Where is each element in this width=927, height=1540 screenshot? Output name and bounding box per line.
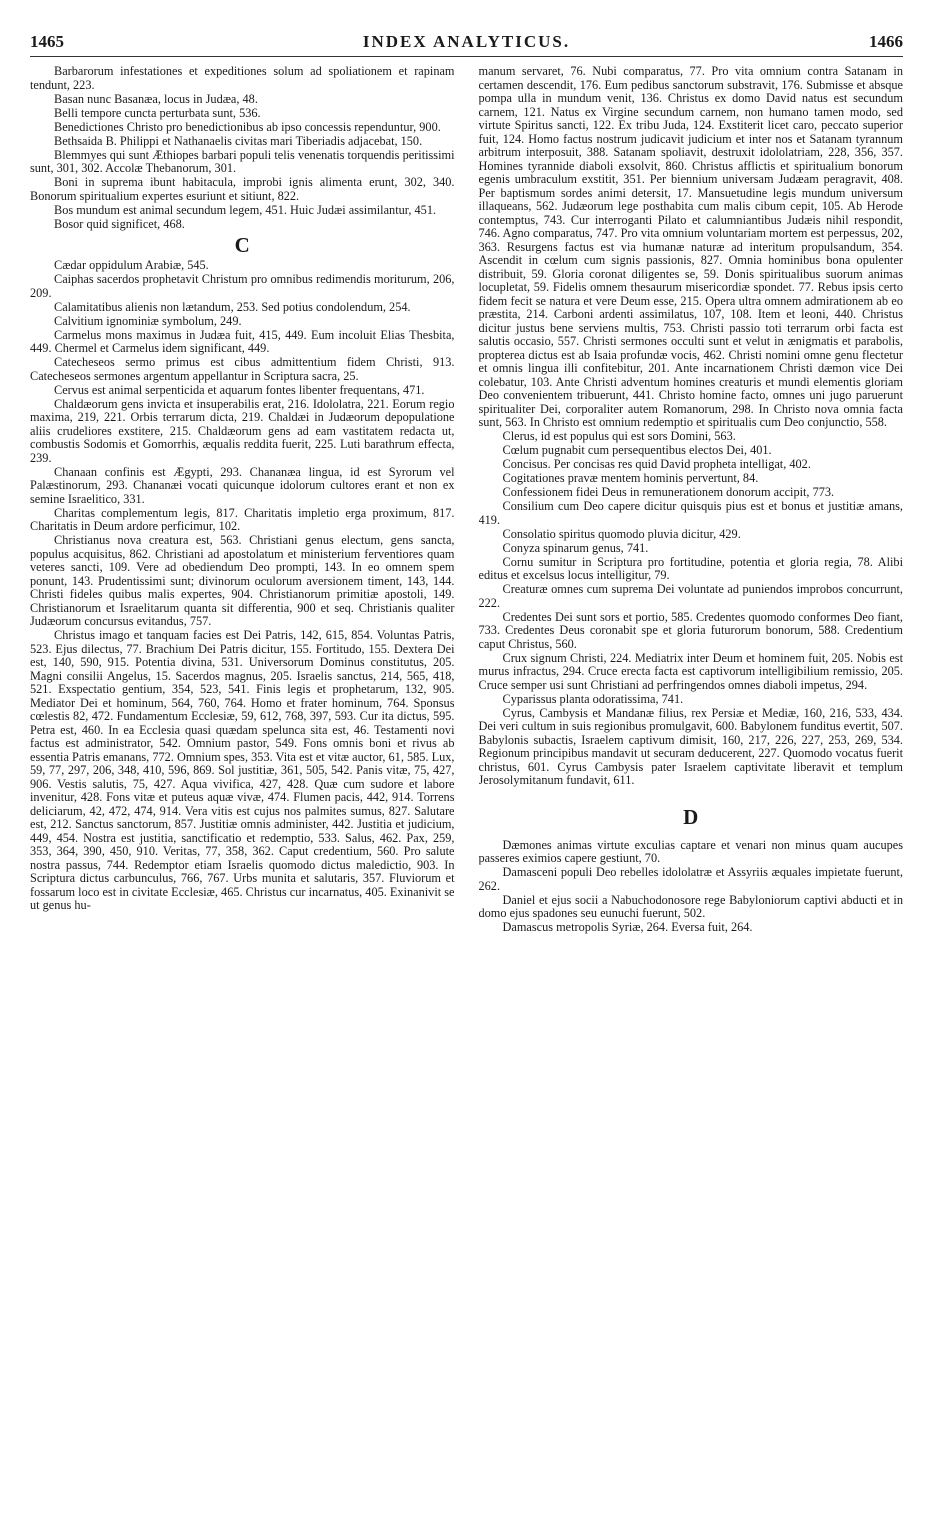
index-entry: Cædar oppidulum Arabiæ, 545. [54,258,209,272]
index-entry: Daniel et ejus socii a Nabuchodonosore rege Babyloniorum captivi abducti et in domo ejus spadones seu eunuchi fuerunt, 502. [478,892,903,920]
index-entry: Barbarorum infestationes et expeditiones solum ad spoliationem et rapinam tendunt, 223. [30,65,455,92]
index-entry: Bos mundum est animal secundum legem, 451. Huic Judæi assimilantur, 451. [54,202,437,217]
section-heading-d: D [683,804,699,829]
running-title: INDEX ANALYTICUS. [362,32,571,51]
index-entry: Christianus nova creatura est, 563. Christiani genus electum, gens sancta, populus acquisitus, 862. Christiani ad apostolatum et ministerium ferventiores quam veteres sancti, 109. Vere ad obediendum Deo prompti, 143. In eo omnem spem ponunt, 143. Prudentissimi sunt; divinorum oculorum aversionem timent, 143, 144. Christi fideles quibus malis expertes, 904. Christianorum primitiæ apostoli, 149. Christianorum et Israelitarum quanta sit differentia, 900 et seq. Christianis qualiter Judæorum concursus evitandus, 757. [30,533,455,628]
index-entry: Cornu sumitur in Scriptura pro fortitudine, potentia et gloria regia, 78. Alibi editus et excelsus locus intelligitur, 79. [478,554,903,582]
index-entry-continued: manum servaret, 76. Nubi comparatus, 77. Pro vita omnium contra Satanam in certamen descendit, 176. Eum pedibus sanctorum substravit, 176. Submisse et absque pompa ulla in mundum venit, 136. Christus ex domo David natus est secundum carnem, 121. Natus ex Virgine secundum carnem, non humano tamen modo, sed virtute Spiritus sancti, 122. Ex tribu Juda, 124. Exstiterit licet caro, peccato superior fuit, 124. Homo factus nostrum judicavit judicium et inter nos et Satanam tyrannum arbitrum interposuit, 388. Satanam spoliavit, destruxit idololatriam, 228, 356, 357. Homines tyrannide diaboli exsolvit, 860. Christus afflictis et spiritualium bonorum egenis umbraculum exstitit, 351. Per biennium universam Judæam peragravit, 408. Per baptismum sordes animi detersit, 17. Mansuetudine legis mundum universum illaqueans, 562. Judæorum lege posthabita cum malis cibum cepit, 105. Ab Herode contemptus, 743. Cur interroganti Pilato et calumniantibus Judæis nihil respondit, 746. Agno comparatus, 747. Pro vita omnium voluntariam mortem est perpessus, 202, 363. Resurgens factus est via humanæ naturæ ad interitum propulsandum, 354. Ascendit in cœlum cum signis passionis, 827. Omnia hominibus bona opulenter distribuit, 59. Gloria coronat diligentes se, 59. Donis spiritualibus suorum animas locupletat, 59. Fidelis omnem thesaurum misericordiæ spondet. 77. Rebus ipsis certo fidem fecit se natura et vere Deum esse, 215. Opera ultra omnem admirationem ab eo præstita, 214. Carboni ardenti assimilatus, 107, 108. Item et leoni, 440. Christus dicitur justus bene serviens multis, 753. Christi passio toti terrarum orbi facta est salutis occasio, 557. Christi sermones occulti sunt et velut in ænigmatis et parabolis, propterea dictus est ab Isaia profundæ vocis, 462. Christi nomini omne genu flectetur et omnis lingua illi confitebitur, 201. Ante incarnationem Christi dæmon vice Dei colebatur, 103. Ante Christi adventum homines creaturis et mundi elementis gloriam Deo convenientem tribuerunt, 441. Christo homine facto, omnes uni jugo paruerunt spiritualiter Dei, corporaliter autem Romanorum, 298. In Christo nova omnia facta sunt, 563. In Christo est omnium redemptio et spiritualis cum Deo conjunctio, 558. [478,65,903,429]
index-entry: Cervus est animal serpenticida et aquarum fontes libenter frequentans, 471. [54,382,425,397]
index-entry: Caiphas sacerdos prophetavit Christum pro omnibus redimendis moriturum, 206, 209. [30,272,455,300]
left-column [30,65,455,1537]
index-entry: Chanaan confinis est Ægypti, 293. Chananæa lingua, id est Syrorum vel Palæstinorum, 293. Chananæi vocati quicunque idolorum cultores erant et non ex semine Israelitico, 331. [30,464,455,506]
index-columns [30,65,903,1537]
index-entry: Christus imago et tanquam facies est Dei Patris, 142, 615, 854. Voluntas Patris, 523. Ejus dilectus, 77. Brachium Dei Patris dicitur, 155. Fortitudo, 155. Dextera Dei est, 140, 590, 915. Potentia divina, 531. Universorum Dominus constitutus, 205. Magni consilii Angelus, 15. Sacerdos magnus, 205. Israelis sanctus, 214, 565, 418, 521. Exspectatio gentium, 354, 523, 541. Finis legis et prophetarum, 132, 905. Mediator Dei et hominum, 564, 760, 764. Homo et frater hominum, 764. Sponsus cœlestis 82, 472. Fundamentum Ecclesiæ, 59, 612, 768, 397, 593. Cur ita dictus, 595. Petra est, 460. In ea Ecclesia quasi quædam spelunca sita est, 46. Testamenti novi factus est administrator, 542. Omnium pastor, 549. Fons omnis boni et rivus ab essentia Patris emanans, 772. Omnium spes, 353. Vita est et vitæ auctor, 61, 585. Lux, 59, 77, 297, 206, 348, 410, 596, 869. Sol justitiæ, 361, 505, 542. Panis vitæ, 75, 427, 906. Vestis salutis, 75, 427. Aqua vivifica, 427, 428. Quæ cum sudore et labore invenitur, 428. Fons vitæ et puteus aquæ vivæ, 474. Flumen pacis, 442, 914. Torrens deliciarum, 42, 472, 474, 914. Vera vitis est cujus nos palmites sumus, 827. Salutare est, 212. Sanctus sanctorum, 857. Justitiæ omnis administer, 442. Justitia et judicium, 449, 454. Nostra est justitia, sanctificatio et redemptio, 533. Salus, 462. Pax, 259, 353, 364, 390, 450, 910. Veritas, 77, 358, 362. Caput credentium, 560. Pro salute nostra passus, 744. Redemptor etiam Israelis quomodo dictus maledictio, 903. In Scriptura dictus carbunculus, 766, 767. Urbs munita et salutaris, 357. Fluviorum et fossarum loco est in civitate Ecclesiæ, 465. Christus cur incarnatus, 405. Exinanivit se ut genus hu- [30,628,455,912]
index-entry: Basan nunc Basanæa, locus in Judæa, 48. [54,91,258,106]
index-entry: Bosor quid significet, 468. [54,216,185,231]
index-entry: Conyza spinarum genus, 741. [502,540,649,555]
right-column [479,65,904,1537]
index-entry: Blemmyes qui sunt Æthiopes barbari populi telis venenatis torquendis peritissimi sunt, 301, 302. Accolæ Thebanorum, 301. [30,147,455,175]
index-entry: Creaturæ omnes cum suprema Dei voluntate ad puniendos improbos concurrunt, 222. [478,582,903,610]
index-entry: Cyrus, Cambysis et Mandanæ filius, rex Persiæ et Mediæ, 160, 216, 533, 434. Dei veri cultum in suis regionibus promulgavit, 600. Babylonem funditus evertit, 507. Babylonis subactis, Israelem captivum dimisit, 160, 217, 226, 227, 253, 269, 534. Regionum principibus mandavit ut securam deducerent, 227. Quomodo vocatus fuerit christus, 601. Cyrus Cambysis pater Israelem captivitate liberavit et templum Jerosolymitanum fundavit, 611. [478,705,903,787]
index-entry: Belli tempore cuncta perturbata sunt, 536. [54,105,261,120]
index-entry: Cogitationes pravæ mentem hominis pervertunt, 84. [502,471,759,485]
right-page-number: 1466 [869,32,903,51]
index-entry: Confessionem fidei Deus in remunerationem donorum accipit, 773. [502,485,835,499]
index-entry: Damasceni populi Deo rebelles idololatræ et Assyriis æquales impietate fuerunt, 262. [478,865,903,893]
index-entry: Chaldæorum gens invicta et insuperabilis erat, 216. Idololatra, 221. Eorum regio maxima, 219, 221. Orbis terrarum dicta, 219. Chaldæi in Judæorum depopulatione aliis crudeliores exstitere, 215. Chaldæorum gens ad eam vastitatem redacta ut, combustis Sodomis et Gomorrhis, æqualis reddita fuerit, 225. Luti barathrum effecta, 239. [30,396,455,465]
index-entry: Calamitatibus alienis non lætandum, 253. Sed potius condolendum, 254. [54,299,411,314]
index-entry: Credentes Dei sunt sors et portio, 585. Credentes quomodo conformes Deo fiant, 733. Credentes Deus coronabit spe et gloria futurorum bonorum, 588. Credentium caput Christus, 560. [478,609,903,651]
index-entry: Consolatio spiritus quomodo pluvia dicitur, 429. [502,526,741,541]
index-entry: Benedictiones Christo pro benedictionibus ab ipso concessis rependuntur, 900. [54,119,441,134]
index-entry: Damascus metropolis Syriæ, 264. Eversa fuit, 264. [502,920,753,934]
index-entry: Calvitium ignominiæ symbolum, 249. [54,313,242,328]
index-entry: Carmelus mons maximus in Judæa fuit, 415, 449. Eum incoluit Elias Thesbita, 449. Chermel et Carmelus idem significant, 449. [30,327,455,355]
index-entry: Cœlum pugnabit cum persequentibus electos Dei, 401. [502,443,772,457]
index-entry: Catecheseos sermo primus est cibus admittentium fidem Christi, 913. Catecheseos sermones argentum appellantur in Scriptura sacra, 25. [30,355,455,383]
left-page-number: 1465 [30,32,64,51]
index-entry: Clerus, id est populus qui est sors Domini, 563. [502,429,736,443]
index-entry: Cyparissus planta odoratissima, 741. [502,691,684,706]
section-heading-c: C [234,233,250,257]
index-entry: Concisus. Per concisas res quid David propheta intelligat, 402. [502,457,811,471]
index-entry: Bethsaida B. Philippi et Nathanaelis civitas mari Tiberiadis adjacebat, 150. [54,133,423,148]
index-entry: Boni in suprema ibunt habitacula, improbi ignis alimenta erunt, 302, 340. Bonorum spiritualium expertes esuriunt et sitiunt, 822. [30,175,455,203]
index-entry: Charitas complementum legis, 817. Charitatis impletio erga proximum, 817. Charitatis in Deum ardore perficimur, 102. [30,505,455,533]
index-entry: Consilium cum Deo capere dicitur quisquis pius est et bonus et justitiæ amans, 419. [478,499,903,527]
index-entry: Dæmones animas virtute exculias captare et venari non minus quam aucupes passeres eximios capere gestiunt, 70. [478,837,903,865]
page-header [30,30,903,57]
index-entry: Crux signum Christi, 224. Mediatrix inter Deum et hominem fuit, 205. Nobis est murus infractus, 294. Cruce erecta facta est captivorum intelligibilium remissio, 205. Cruce semper usi sunt Christiani ad perfringendos omnes diaboli impetus, 294. [478,650,903,692]
